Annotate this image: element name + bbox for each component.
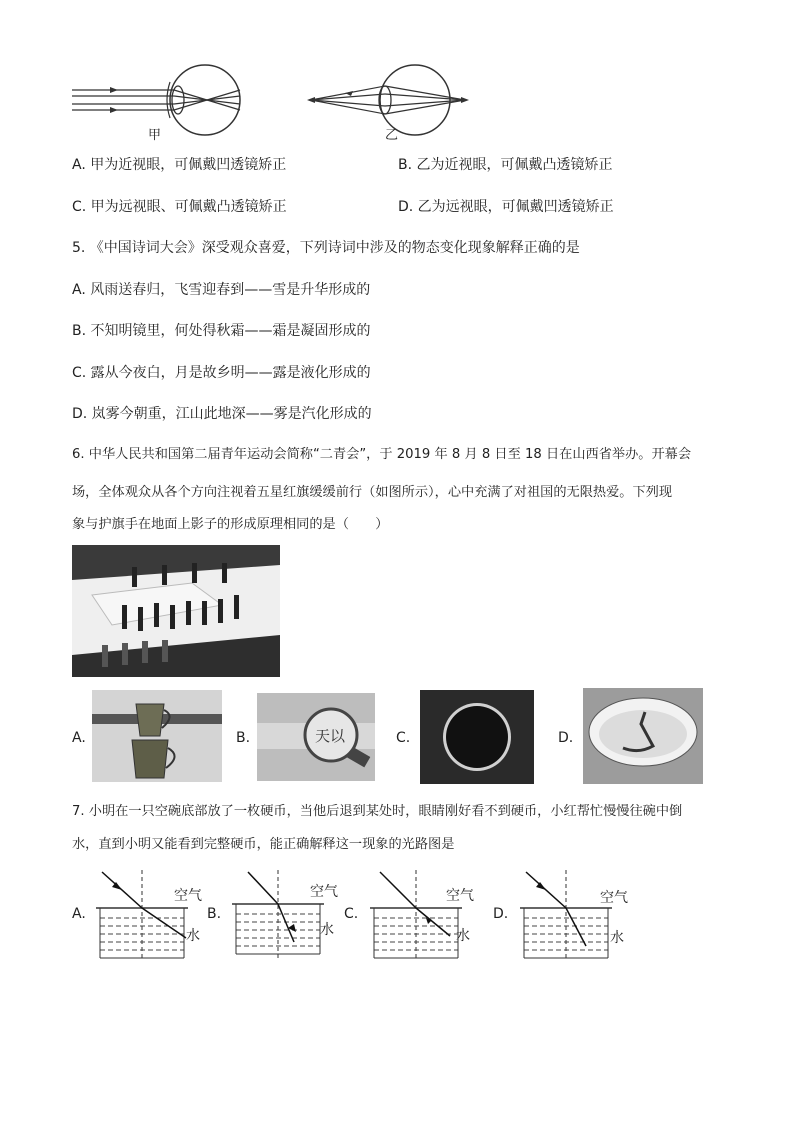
cup-shadow-photo — [92, 690, 222, 782]
flag-parade-photo — [72, 545, 280, 677]
svg-text:天以: 天以 — [315, 727, 346, 745]
q6-option-b-label: B. — [236, 730, 251, 746]
q6-stem-line-2: 场，全体观众从各个方向注视着五星红旗缓缓前行（如图所示），心中充满了对祖国的无限热爱。下列现 — [72, 485, 673, 500]
q5-option-c: C. 露从今夜白，月是故乡明——露是液化形成的 — [72, 365, 371, 381]
q4-option-b: B. 乙为近视眼，可佩戴凸透镜矫正 — [398, 157, 613, 173]
q7-stem-line-1: 7. 小明在一只空碗底部放了一枚硬币，当他后退到某处时，眼睛刚好看不到硬币，小红帮忙慢慢往碗中倒 — [72, 804, 683, 819]
q4-option-a: A. 甲为近视眼，可佩戴凹透镜矫正 — [72, 157, 287, 173]
q6-option-a-label: A. — [72, 730, 86, 746]
figure-label-yi: 乙 — [385, 128, 399, 143]
q7-b-water-label: 水 — [320, 922, 334, 938]
q7-c-air-label: 空气 — [446, 888, 474, 904]
q7-stem-line-2: 水，直到小明又能看到完整硬币，能正确解释这一现象的光路图是 — [72, 837, 455, 852]
magnifier-photo — [257, 693, 375, 781]
q6-option-c-label: C. — [396, 730, 411, 746]
figure-label-jia: 甲 — [148, 128, 162, 143]
q5-option-b: B. 不知明镜里，何处得秋霜——霜是凝固形成的 — [72, 323, 371, 339]
q7-d-air-label: 空气 — [600, 890, 628, 906]
solar-eclipse-photo — [420, 690, 534, 784]
q6-option-d-label: D. — [558, 730, 574, 746]
q7-d-water-label: 水 — [610, 930, 624, 946]
eye-diagram-yi — [305, 60, 475, 150]
q7-a-air-label: 空气 — [174, 888, 202, 904]
q5-option-d: D. 岚雾今朝重，江山此地深——雾是汽化形成的 — [72, 406, 372, 422]
q7-diagram-d — [516, 868, 628, 963]
q5-stem: 5. 《中国诗词大会》深受观众喜爱，下列诗词中涉及的物态变化现象解释正确的是 — [72, 240, 580, 256]
q7-diagram-c — [366, 868, 474, 963]
q6-stem-line-3: 象与护旗手在地面上影子的形成原理相同的是（ ） — [72, 517, 389, 532]
q6-stem-line-1: 6. 中华人民共和国第二届青年运动会简称“二青会”，于 2019 年 8 月 8 日至 18 日在山西省举办。开幕会 — [72, 447, 692, 462]
q7-option-a-label: A. — [72, 906, 86, 922]
q4-option-c: C. 甲为远视眼、可佩戴凸透镜矫正 — [72, 199, 287, 215]
q7-option-d-label: D. — [493, 906, 509, 922]
chopstick-in-water-photo — [583, 688, 703, 784]
q7-c-water-label: 水 — [456, 928, 470, 944]
q7-a-water-label: 水 — [186, 928, 200, 944]
q4-option-d: D. 乙为远视眼，可佩戴凹透镜矫正 — [398, 199, 614, 215]
q7-b-air-label: 空气 — [310, 884, 338, 900]
q7-option-b-label: B. — [207, 906, 222, 922]
eye-diagram-jia — [70, 60, 260, 150]
q5-option-a: A. 风雨送春归，飞雪迎春到——雪是升华形成的 — [72, 282, 371, 298]
q7-diagram-a — [92, 868, 202, 963]
q7-diagram-b — [228, 868, 338, 963]
q7-option-c-label: C. — [344, 906, 359, 922]
